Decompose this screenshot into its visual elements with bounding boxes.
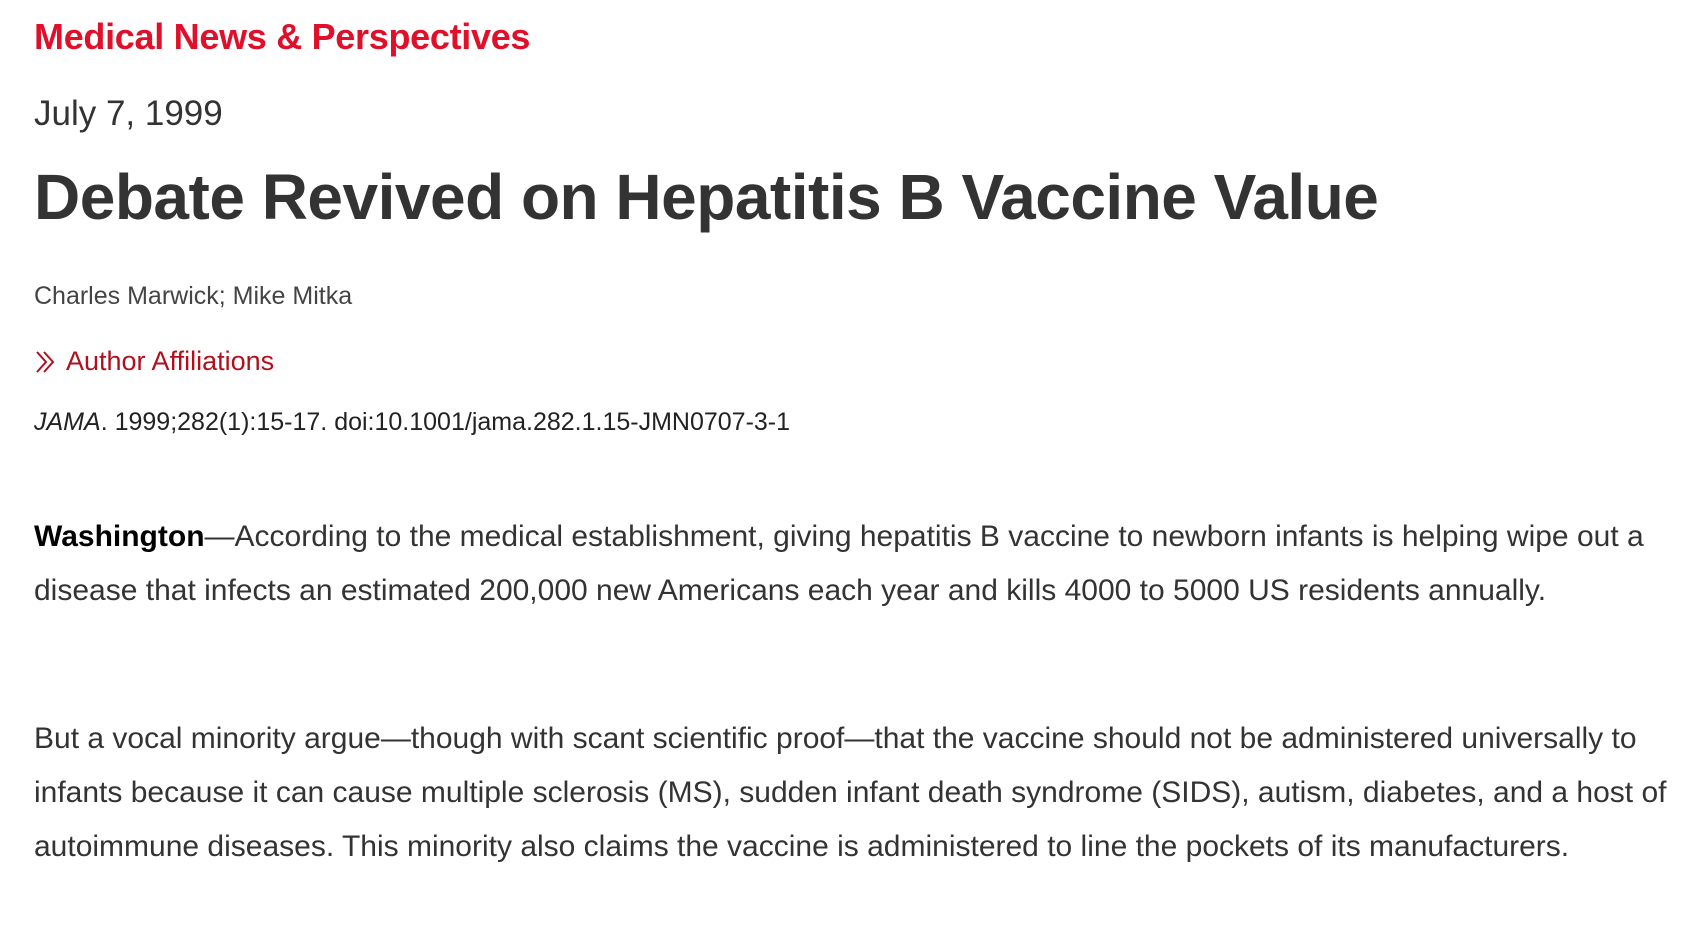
citation (34, 408, 790, 437)
journal-name: JAMA (34, 408, 101, 436)
paragraph-text: —According to the medical establishment, giving hepatitis B vaccine to newborn infants is helping wipe out a disease that infects an estimated 200,000 new Americans each year and kills 4000 to 5000 US residents annually. (34, 520, 1644, 607)
author-affiliations-toggle[interactable] (34, 346, 274, 377)
article-title: Debate Revived on Hepatitis B Vaccine Value (34, 161, 1379, 233)
dateline: Washington (34, 520, 205, 553)
citation-punct: . (100, 408, 108, 436)
publication-date: July 7, 1999 (34, 94, 223, 133)
body-paragraph-2 (34, 712, 1674, 874)
section-label[interactable]: Medical News & Perspectives (34, 16, 531, 57)
double-chevron-right-icon (34, 349, 58, 375)
author-list: Charles Marwick; Mike Mitka (34, 282, 353, 310)
author-affiliations-label: Author Affiliations (66, 346, 275, 376)
paragraph-text: But a vocal minority argue—though with scant scientific proof—that the vaccine should not be administered universally to infants because it can cause multiple sclerosis (MS), sudden infant death syndrome (SIDS), autism, diabetes, and a host of autoimmune diseases. This minority also claims the vaccine is administered to line the pockets of its manufacturers. (34, 722, 1667, 863)
body-paragraph-1 (34, 510, 1674, 618)
citation-details: 1999;282(1):15-17. doi:10.1001/jama.282.1.15-JMN0707-3-1 (107, 408, 791, 436)
